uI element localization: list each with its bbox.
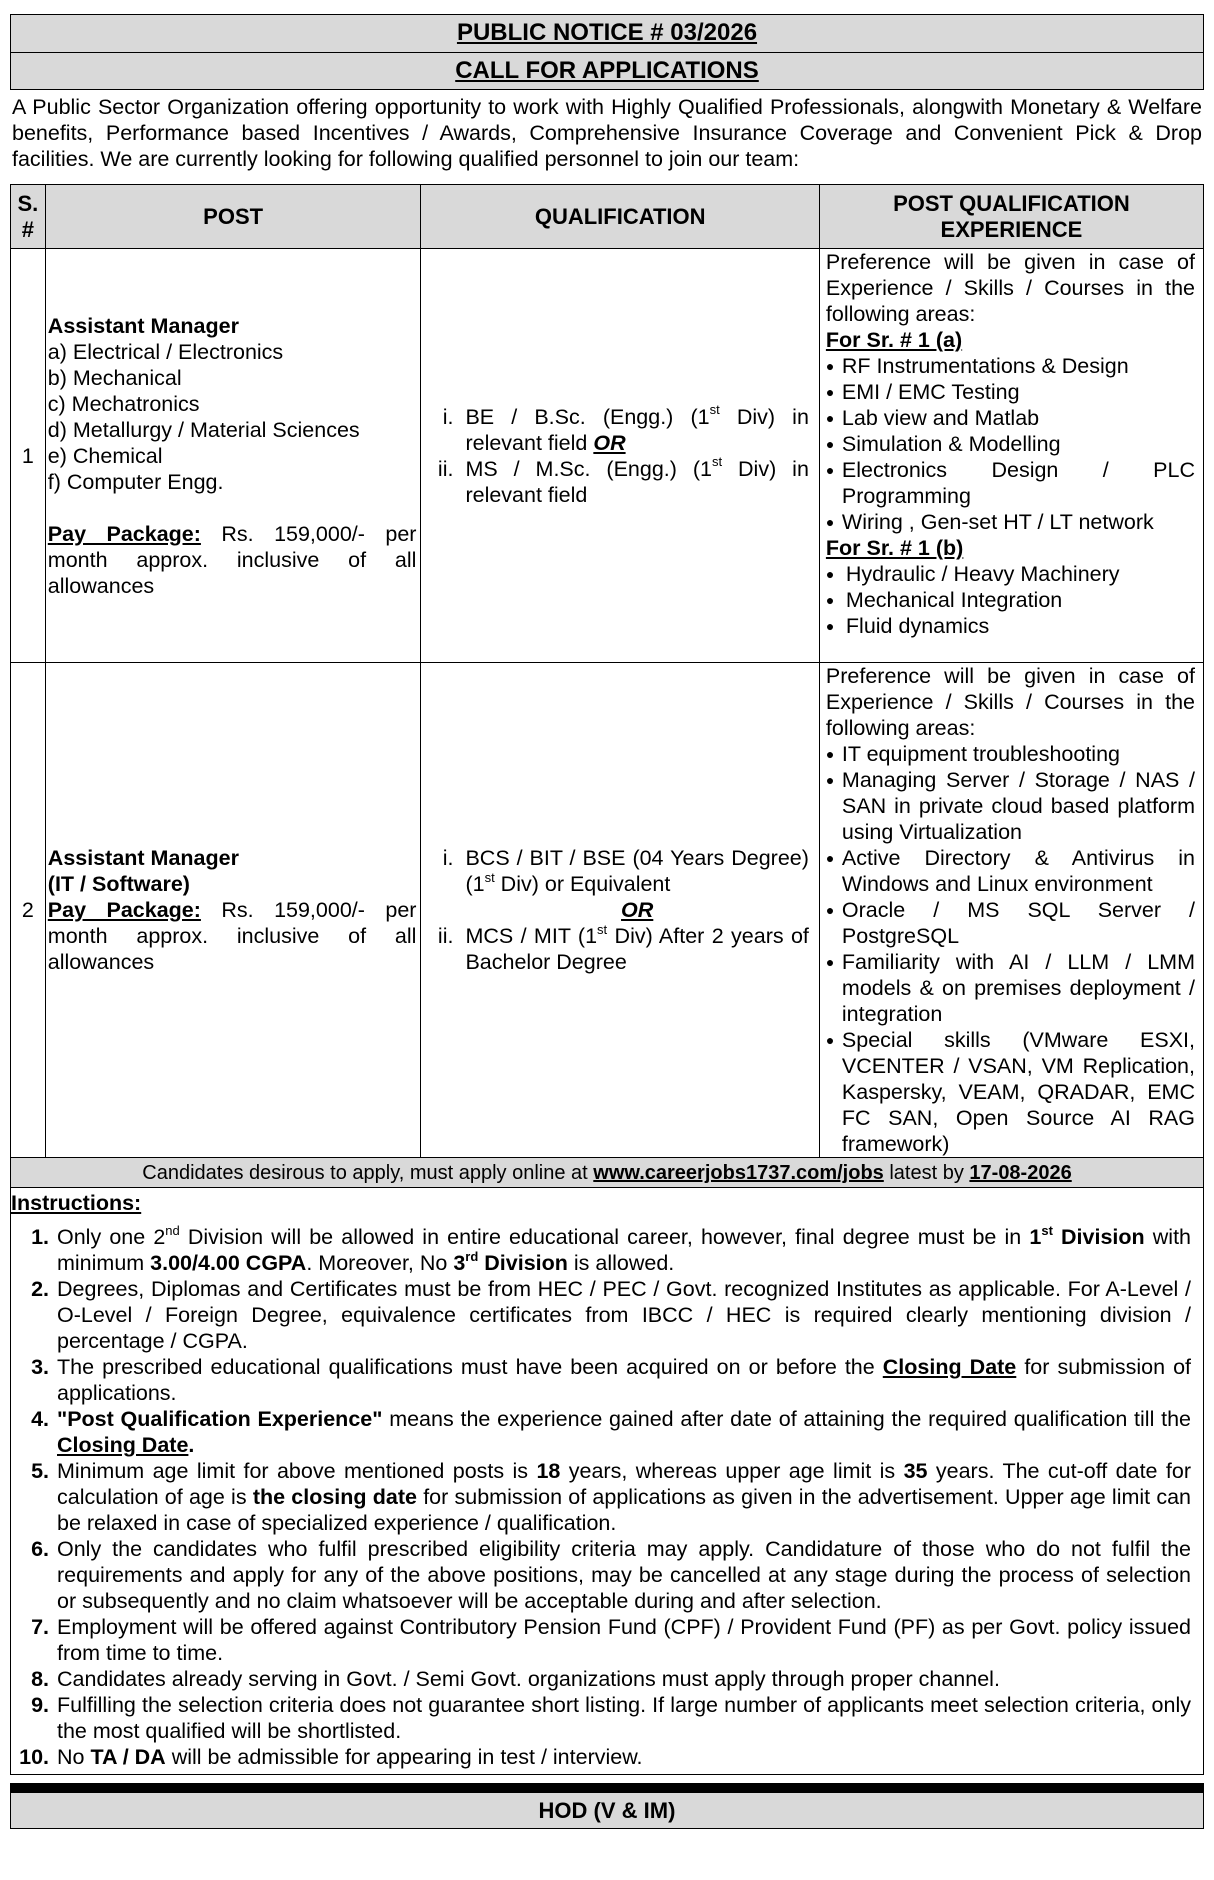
- list-item: ● Managing Server / Storage / NAS / SAN in private cloud based platform using Virtualization: [825, 768, 1195, 844]
- post-discipline: a) Electrical / Electronics: [47, 339, 284, 364]
- row-sn: 1: [11, 249, 46, 663]
- instructions-heading: Instructions:: [11, 1191, 142, 1215]
- notice-page: [10, 14, 1204, 1829]
- header-post: POST: [45, 185, 421, 249]
- post-cell: [45, 249, 421, 663]
- experience-preference: Preference will be given in case of Experience / Skills / Courses in the following areas:: [825, 664, 1195, 740]
- header-qualification: QUALIFICATION: [421, 185, 819, 249]
- table-header-row: [11, 185, 1204, 249]
- post-discipline: c) Mechatronics: [47, 391, 200, 416]
- header-sn: S. #: [11, 185, 46, 249]
- notice-number: PUBLIC NOTICE # 03/2026: [456, 19, 758, 46]
- instruction-item: 5. Minimum age limit for above mentioned posts is 18 years, whereas upper age limit is 35 years. The cut-off date for calculation of age is the closing date for submission of applications as given in the advertisement. Upper age limit can be relaxed in case of specialized experience / qualification.: [31, 1459, 1192, 1535]
- list-item: ● Special skills (VMware ESXI, VCENTER / VSAN, VM Replication, Kaspersky, VEAM, QRADAR, EMC FC SAN, Open Source AI RAG framework): [825, 1028, 1195, 1156]
- header-experience: POST QUALIFICATION EXPERIENCE: [819, 185, 1203, 249]
- list-item: ● EMI / EMC Testing: [825, 380, 1020, 404]
- list-item: ● Hydraulic / Heavy Machinery: [825, 562, 1120, 586]
- pay-package: Pay Package: Rs. 159,000/- per month approx. inclusive of all allowances: [47, 521, 417, 598]
- pay-package: Pay Package: Rs. 159,000/- per month approx. inclusive of all allowances: [47, 898, 417, 974]
- qualification-item: i. BCS / BIT / BSE (04 Years Degree) (1st Div) or Equivalent: [442, 846, 809, 896]
- instructions-section: [10, 1188, 1204, 1775]
- apply-url-link[interactable]: www.careerjobs1737.com/jobs: [593, 1162, 884, 1184]
- list-item: ● Simulation & Modelling: [825, 432, 1061, 456]
- closing-date: 17-08-2026: [969, 1162, 1072, 1184]
- instruction-item: 4. "Post Qualification Experience" means the experience gained after date of attaining the required qualification till the Closing Date.: [31, 1407, 1191, 1457]
- apply-online-notice: Candidates desirous to apply, must apply online at www.careerjobs1737.com/jobs latest by 17-08-2026: [10, 1158, 1204, 1188]
- qualification-item: ii. MCS / MIT (1st Div) After 2 years of Bachelor Degree: [437, 921, 809, 974]
- qualification-item: ii. MS / M.Sc. (Engg.) (1st Div) in relevant field: [437, 454, 809, 507]
- experience-cell: [819, 249, 1203, 663]
- list-item: ● Active Directory & Antivirus in Windows and Linux environment: [825, 846, 1195, 896]
- post-cell: [45, 663, 421, 1158]
- list-item: ● Oracle / MS SQL Server / PostgreSQL: [825, 898, 1195, 948]
- instruction-item: 1. Only one 2nd Division will be allowed in entire educational career, however, final degree must be in 1st Division with minimum 3.00/4.00 CGPA. Moreover, No 3rd Division is allowed.: [31, 1222, 1192, 1275]
- experience-subheading: For Sr. # 1 (a): [825, 328, 963, 352]
- qualification-item: i. BE / B.Sc. (Engg.) (1st Div) in relevant field OR: [442, 402, 809, 455]
- posts-table: [10, 184, 1204, 1158]
- instruction-item: 3. The prescribed educational qualifications must have been acquired on or before the Closing Date for submission of applications.: [31, 1355, 1192, 1405]
- post-discipline: f) Computer Engg.: [47, 469, 224, 494]
- list-item: ● Mechanical Integration: [825, 588, 1063, 612]
- table-row: [11, 663, 1204, 1158]
- post-discipline: d) Metallurgy / Material Sciences: [47, 417, 360, 442]
- call-for-applications: CALL FOR APPLICATIONS: [11, 52, 1203, 89]
- list-item: ● Wiring , Gen-set HT / LT network: [825, 510, 1154, 534]
- table-row: [11, 249, 1204, 663]
- instruction-item: 6. Only the candidates who fulfil prescribed eligibility criteria may apply. Candidature of those who do not fulfil the requirements and apply for any of the above positions, may be cancelled at any stage during the process of selection or subsequently and no claim whatsoever will be acceptable during and after selection.: [31, 1537, 1191, 1613]
- notice-header: [10, 14, 1204, 90]
- instruction-item: 2. Degrees, Diplomas and Certificates must be from HEC / PEC / Govt. recognized Institutes as applicable. For A-Level / O-Level / Foreign Degree, equivalence certificates from IBCC / HEC is required clearly mentioning division / percentage / CGPA.: [31, 1277, 1191, 1353]
- instruction-item: 8. Candidates already serving in Govt. / Semi Govt. organizations must apply through proper channel.: [31, 1667, 1000, 1691]
- list-item: ● Electronics Design / PLC Programming: [825, 458, 1195, 508]
- instruction-item: 7. Employment will be offered against Contributory Pension Fund (CPF) / Provident Fund (PF) as per Govt. policy issued from time to time.: [31, 1615, 1191, 1665]
- post-title: Assistant Manager: [47, 313, 239, 338]
- post-discipline: e) Chemical: [47, 443, 163, 468]
- intro-paragraph: A Public Sector Organization offering opportunity to work with Highly Qualified Professionals, alongwith Monetary & Welfare benefits, Performance based Incentives / Awards, Comprehensive Insurance Coverage and Convenient Pick & Drop facilities. We are currently looking for following qualified personnel to join our team:: [12, 95, 1202, 171]
- instruction-item: 9. Fulfilling the selection criteria does not guarantee short listing. If large number of applicants meet selection criteria, only the most qualified will be shortlisted.: [31, 1693, 1191, 1743]
- instruction-item: 10. No TA / DA will be admissible for appearing in test / interview.: [19, 1745, 643, 1769]
- post-discipline: b) Mechanical: [47, 365, 182, 390]
- footer-divider: [10, 1783, 1204, 1793]
- list-item: ● RF Instrumentations & Design: [825, 354, 1129, 378]
- list-item: ● Lab view and Matlab: [825, 406, 1040, 430]
- post-subtitle: (IT / Software): [47, 872, 190, 896]
- post-title: Assistant Manager: [47, 846, 239, 870]
- row-sn: 2: [11, 663, 46, 1158]
- experience-preference: Preference will be given in case of Experience / Skills / Courses in the following areas:: [825, 250, 1195, 326]
- list-item: ● IT equipment troubleshooting: [825, 742, 1120, 766]
- qualification-cell: [421, 249, 819, 663]
- signatory: HOD (V & IM): [10, 1793, 1204, 1829]
- list-item: ● Familiarity with AI / LLM / LMM models & on premises deployment / integration: [825, 950, 1195, 1026]
- experience-cell: [819, 663, 1203, 1158]
- list-item: ● Fluid dynamics: [825, 614, 990, 638]
- qualification-cell: [421, 663, 819, 1158]
- experience-subheading: For Sr. # 1 (b): [825, 536, 964, 560]
- qualification-or: OR: [621, 898, 654, 922]
